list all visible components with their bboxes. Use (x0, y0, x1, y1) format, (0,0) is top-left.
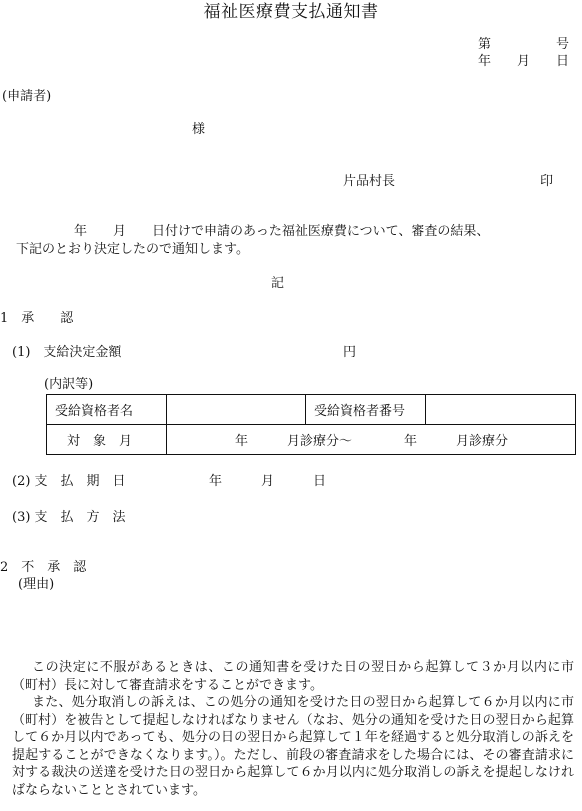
notice-paragraph-1: この決定に不服があるときは、この通知書を受けた日の翌日から起算して３か月以内に市（町村）長に対して審査請求をすることができます。 (12, 660, 574, 693)
applicant-label: (申請者) (2, 89, 52, 104)
rejection-reason-label: (理由) (18, 577, 55, 592)
recipient-number-value (426, 395, 576, 425)
amount-unit: 円 (343, 345, 357, 360)
approval-heading: 1 承 認 (0, 311, 74, 326)
notice-paragraph-2: また、処分取消しの訴えは、この処分の通知を受けた日の翌日から起算して６か月以内に市（町村）を被告として提起しなければなりません（なお、処分の通知を受けた日の翌日から起算して６か月以内であっても、処分の日の翌日から起算して１年を経過すると処分取消しの訴えを提起することができなくなります。）。ただし、前段の審査請求をした場合には、その審査請求に対する裁決の送達を受けた日の翌日から起算して６か月以内に処分取消しの訴えを提起しなければならないこととされています。 (12, 695, 574, 798)
payment-date-label: (2) 支 払 期 日 (12, 474, 126, 489)
document-date: 年 月 日 (478, 54, 570, 69)
recipient-number-label: 受給資格者番号 (306, 395, 426, 425)
table-row (47, 395, 576, 425)
intro-line-1: 年 月 日付けで申請のあった福祉医療費について、審査の結果、 (74, 224, 490, 239)
breakdown-label: (内訳等) (44, 377, 94, 392)
ki-label: 記 (271, 276, 285, 291)
issuer-name: 片品村長 (343, 174, 396, 189)
payment-date-value: 年 月 日 (209, 474, 327, 489)
document-title: 福祉医療費支払通知書 (203, 2, 379, 22)
document-number: 第 号 (478, 37, 570, 52)
target-month-period: 年 月診療分～ 年 月診療分 (167, 425, 576, 455)
addressee-suffix: 様 (192, 122, 206, 137)
intro-line-2: 下記のとおり決定したので通知します。 (16, 242, 249, 257)
table-row (47, 425, 576, 455)
recipient-name-label: 受給資格者名 (47, 395, 167, 425)
recipient-name-value (167, 395, 306, 425)
amount-label: (1) 支給決定金額 (12, 345, 122, 360)
target-month-label: 対 象 月 (47, 425, 167, 455)
breakdown-table (46, 394, 576, 455)
seal-mark: 印 (540, 174, 554, 189)
payment-method-label: (3) 支 払 方 法 (12, 510, 126, 525)
rejection-heading: 2 不 承 認 (0, 560, 87, 575)
